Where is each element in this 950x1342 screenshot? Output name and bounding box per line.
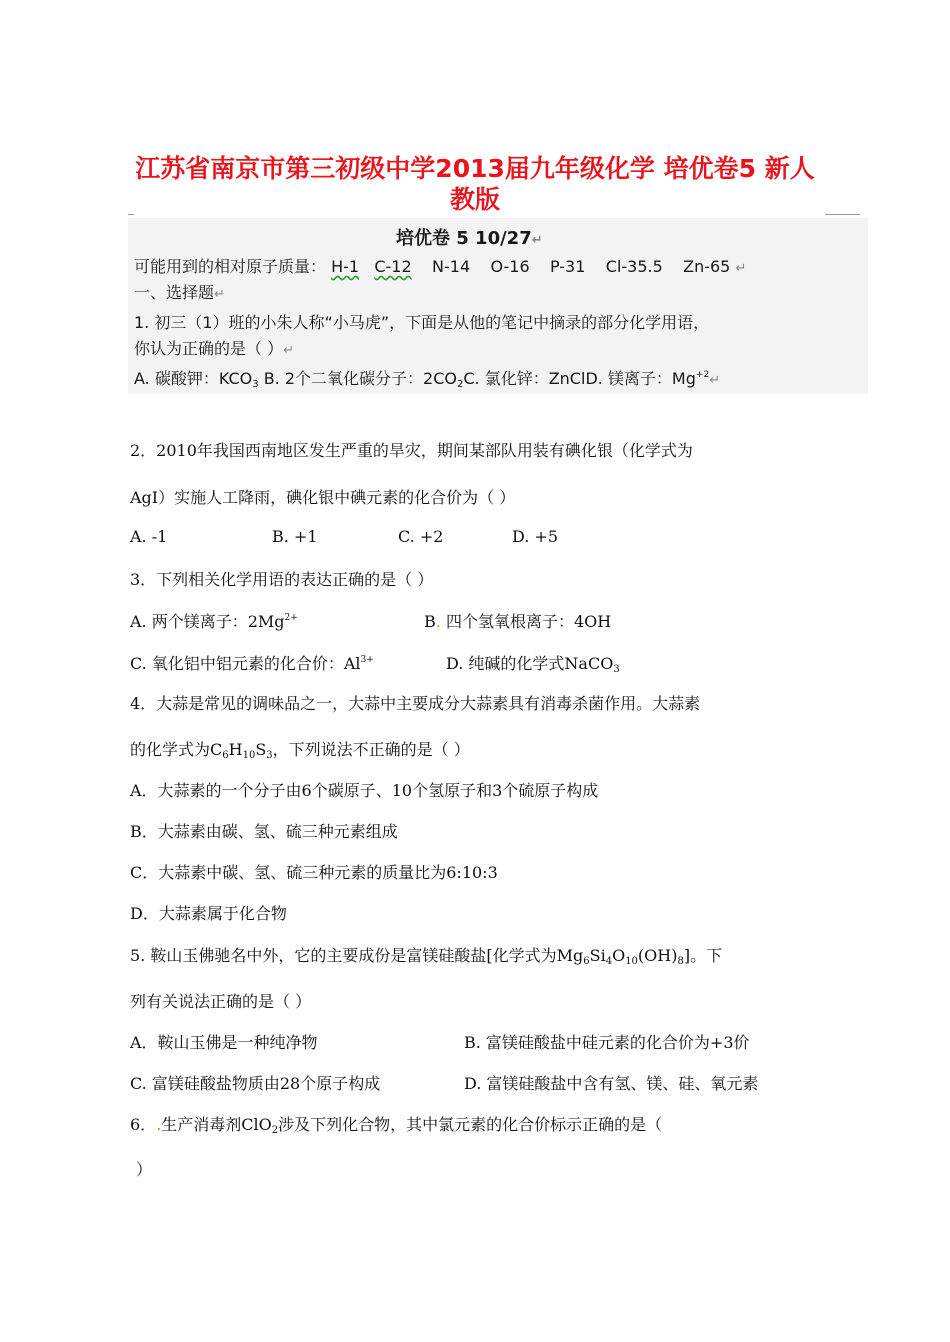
crop-mark-right	[825, 214, 860, 215]
q2-option-b: B. +1	[272, 527, 318, 546]
q3-option-c: C. 氧化铝中铝元素的化合价：$Al^{3+}$	[130, 654, 374, 673]
q4-stem-line-1: 4．大蒜是常见的调味品之一，大蒜中主要成分大蒜素具有消毒杀菌作用。大蒜素	[130, 694, 701, 713]
q4-option-c: C．大蒜素中碳、氢、硫三种元素的质量比为6:10:3	[130, 863, 498, 882]
title-line-2: 教版	[449, 185, 500, 214]
document-title	[120, 153, 830, 215]
mass-c: C-12	[374, 257, 412, 276]
q3-option-d: D. 纯碱的化学式NaCO$_3$	[446, 654, 620, 675]
q1-option-c: C. 氯化锌：ZnCl	[463, 369, 586, 388]
q2-option-a: A. -1	[130, 527, 168, 546]
q2-stem-line-2: AgI）实施人工降雨，碘化银中碘元素的化合价为（ ）	[130, 488, 516, 507]
section-heading: 一、选择题↵	[134, 283, 225, 302]
mass-zn: Zn-65	[683, 257, 731, 276]
q2-stem-line-1: 2．2010年我国西南地区发生严重的旱灾，期间某部队用装有碘化银（化学式为	[130, 441, 693, 460]
q1-option-d: D. 镁离子：$Mg^{+2}$	[585, 369, 710, 388]
q6-stem-line-2: ）	[136, 1160, 153, 1179]
mass-h: H-1	[331, 257, 360, 276]
q3-option-a: A. 两个镁离子：$2Mg^{2+}$	[130, 612, 298, 631]
mass-o: O-16	[490, 257, 530, 276]
q6-stem-line-1: 6．.生产消毒剂ClO$_2$涉及下列化合物，其中氯元素的化合价标示正确的是（	[130, 1115, 663, 1136]
q3-option-b: B. 四个氢氧根离子：4OH	[424, 612, 612, 631]
q1-stem-line-2: 你认为正确的是（ ）↵	[134, 339, 294, 358]
q4-option-a: A．大蒜素的一个分子由6个碳原子、10个氢原子和3个硫原子构成	[130, 781, 599, 800]
crop-mark-left	[128, 214, 134, 215]
mass-p: P-31	[549, 257, 586, 276]
q5-option-a: A．鞍山玉佛是一种纯净物	[130, 1033, 318, 1052]
scanned-excerpt	[128, 218, 868, 394]
q4-option-b: B．大蒜素由碳、氢、硫三种元素组成	[130, 822, 398, 841]
q5-option-c: C. 富镁硅酸盐物质由28个原子构成	[130, 1074, 381, 1093]
q4-option-d: D．大蒜素属于化合物	[130, 904, 287, 923]
q2-option-c: C. +2	[398, 527, 444, 546]
mass-cl: Cl-35.5	[605, 257, 663, 276]
q3-stem: 3．下列相关化学用语的表达正确的是（ ）	[130, 570, 434, 589]
q4-stem-line-2: 的化学式为$C_6H_{10}S_3$，下列说法不正确的是（ ）	[130, 740, 470, 761]
q1-option-a: A. 碳酸钾：$KCO_3$	[134, 369, 259, 390]
q5-stem-line-2: 列有关说法正确的是（ ）	[130, 992, 312, 1011]
q1-stem-line-1: 1. 初三（1）班的小朱人称“小马虎”，下面是从他的笔记中摘录的部分化学用语，	[134, 313, 710, 332]
atomic-masses: 可能用到的相对原子质量： H-1 C-12 N-14 O-16 P-31 Cl-35.5 Zn-65 ↵	[134, 257, 747, 276]
scan-heading: 培优卷 5 10/27↵	[396, 228, 543, 249]
q1-options: A. 碳酸钾：$KCO_3$ B. 2个二氧化碳分子：$2CO_2C$. 氯化锌：ZnClD. 镁离子：$Mg^{+2}↵$	[134, 369, 721, 390]
q5-option-d: D. 富镁硅酸盐中含有氢、镁、硅、氧元素	[464, 1074, 759, 1093]
q5-stem-line-1: 5. 鞍山玉佛驰名中外，它的主要成份是富镁硅酸盐[化学式为$Mg_6Si_4O_{10}(OH)_8$]。下	[130, 946, 723, 967]
q1-option-b: B. 2个二氧化碳分子：$2CO_2$	[263, 369, 464, 390]
q2-option-d: D. +5	[512, 527, 559, 546]
q5-option-b: B. 富镁硅酸盐中硅元素的化合价为+3价	[464, 1033, 750, 1052]
title-line-1: 江苏省南京市第三初级中学2013届九年级化学 培优卷5 新人	[135, 154, 815, 183]
mass-n: N-14	[432, 257, 471, 276]
